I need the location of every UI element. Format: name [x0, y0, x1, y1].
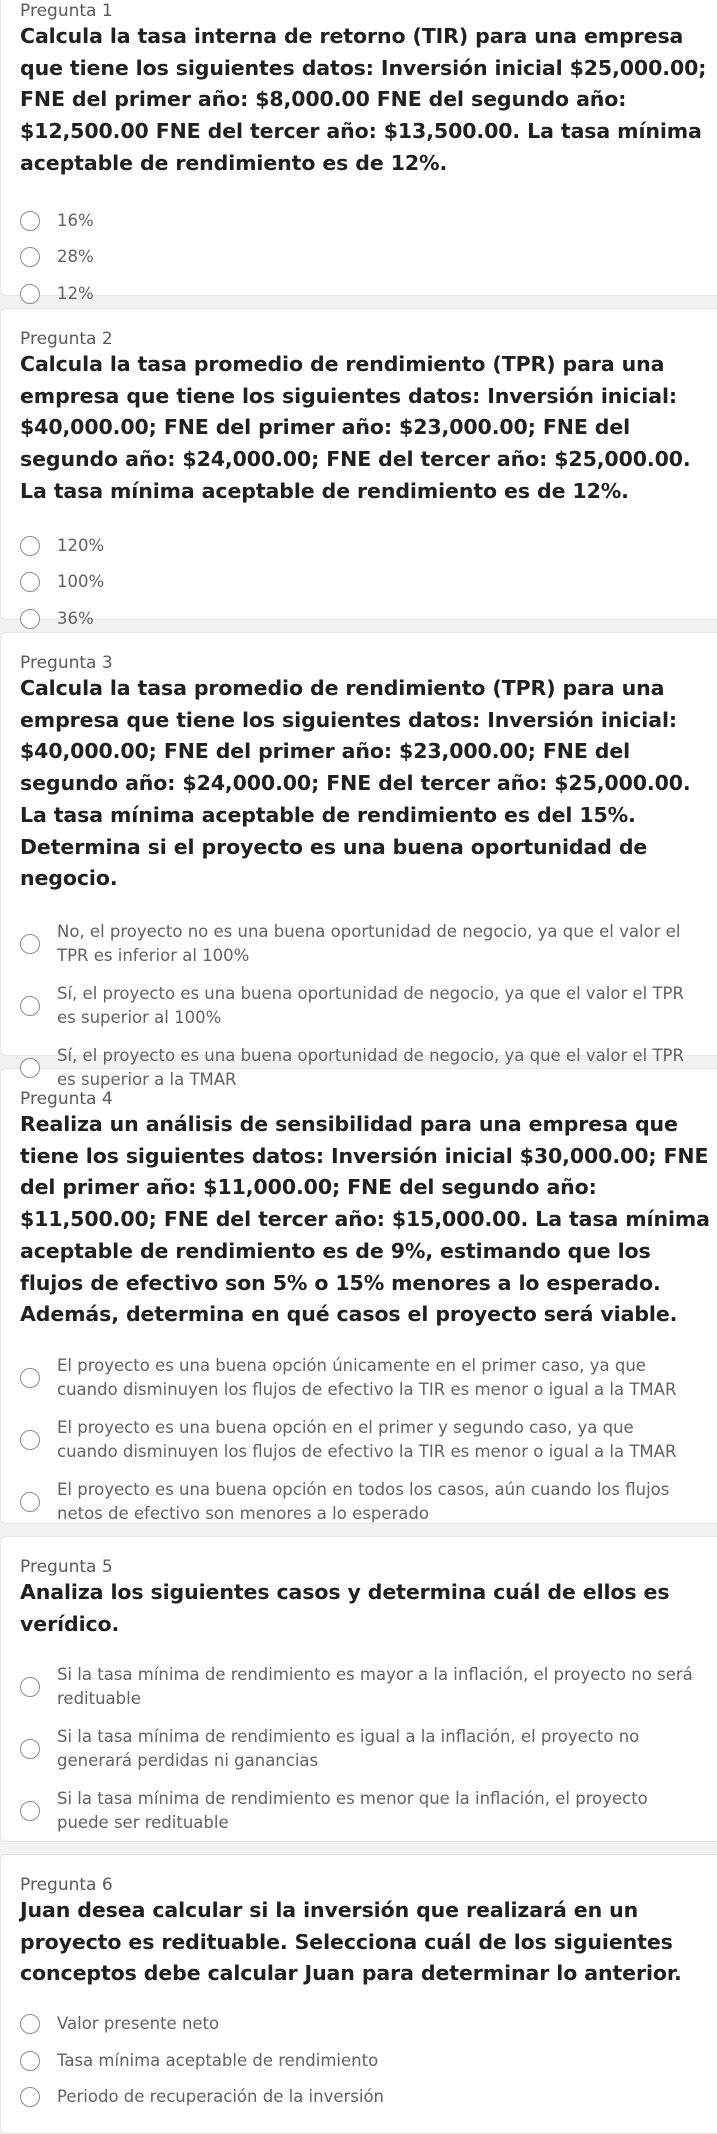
answer-option[interactable]: [20, 1037, 717, 1099]
answer-option[interactable]: [20, 2079, 717, 2116]
answer-option[interactable]: [20, 2006, 717, 2043]
answer-option-label: Sí, el proyecto es una buena oportunidad de negocio, ya que el valor el TPR es superior a la TMAR: [57, 1045, 684, 1089]
question-label: Pregunta 4: [20, 1089, 113, 1109]
radio-button[interactable]: [20, 1058, 40, 1078]
answer-option-label: El proyecto es una buena opción únicamente en el primer caso, ya que cuando disminuyen los flujos de efectivo la TIR es menor o igual a la TMAR: [57, 1355, 677, 1399]
question-card-1: [0, 0, 717, 303]
answer-option[interactable]: [20, 276, 717, 313]
answer-option[interactable]: [20, 1471, 717, 1533]
answer-option[interactable]: [20, 1409, 717, 1471]
answer-option[interactable]: [20, 239, 717, 276]
answer-option-label: 36%: [57, 608, 94, 628]
question-label: Pregunta 5: [20, 1557, 113, 1577]
answer-option[interactable]: [20, 1718, 717, 1780]
question-card-3: [0, 632, 717, 1089]
answer-option-label: 16%: [57, 210, 94, 230]
answer-options: [20, 1656, 717, 1842]
question-card-6: [0, 1854, 717, 2134]
question-label: Pregunta 1: [20, 1, 113, 21]
radio-button[interactable]: [20, 1739, 40, 1759]
question-text: Calcula la tasa interna de retorno (TIR) para una empresa que tiene los siguientes datos: Inversión inicial $25,000.00; FNE del primer año: $8,000.00 FNE del segundo año: $12,500.00 FNE del tercer año: $13,500.00. La tasa mínima aceptable de rendimiento es de 12%.: [20, 24, 707, 175]
answer-option[interactable]: [20, 528, 717, 565]
answer-options: [20, 528, 717, 638]
question-label: Pregunta 3: [20, 653, 113, 673]
answer-option[interactable]: [20, 975, 717, 1037]
answer-option[interactable]: [20, 2043, 717, 2080]
radio-button[interactable]: [20, 996, 40, 1016]
answer-option-label: Si la tasa mínima de rendimiento es igual a la inflación, el proyecto no generará perdidas ni ganancias: [57, 1727, 640, 1771]
radio-button[interactable]: [20, 2014, 40, 2034]
answer-option[interactable]: [20, 203, 717, 240]
question-card-4: [0, 1068, 717, 1524]
answer-options: [20, 2006, 717, 2116]
answer-option-label: 12%: [57, 283, 94, 303]
radio-button[interactable]: [20, 1430, 40, 1450]
answer-option[interactable]: [20, 564, 717, 601]
answer-option-label: No, el proyecto no es una buena oportunidad de negocio, ya que el valor el TPR es inferior al 100%: [57, 921, 681, 965]
answer-option[interactable]: [20, 1347, 717, 1409]
answer-option-label: 28%: [57, 247, 94, 267]
answer-options: [20, 1347, 717, 1533]
radio-button[interactable]: [20, 247, 40, 267]
answer-option-label: Tasa mínima aceptable de rendimiento: [57, 2050, 379, 2070]
question-text: Calcula la tasa promedio de rendimiento (TPR) para una empresa que tiene los siguientes datos: Inversión inicial: $40,000.00; FNE del primer año: $23,000.00; FNE del segundo año: $24,000.00; FNE del tercer año: $25,000.00. La tasa mínima aceptable de rendimiento es de 12%.: [20, 352, 691, 503]
answer-option-label: Si la tasa mínima de rendimiento es menor que la inflación, el proyecto puede ser redituable: [57, 1789, 648, 1833]
radio-button[interactable]: [20, 1677, 40, 1697]
radio-button[interactable]: [20, 2051, 40, 2071]
answer-option-label: Periodo de recuperación de la inversión: [57, 2087, 385, 2107]
answer-options: [20, 203, 717, 313]
radio-button[interactable]: [20, 1368, 40, 1388]
answer-option-label: 120%: [57, 535, 105, 555]
question-text: Realiza un análisis de sensibilidad para una empresa que tiene los siguientes datos: Inversión inicial $30,000.00; FNE del primer año: $11,000.00; FNE del segundo año: $11,500.00; FNE del tercer año: $15,000.00. La tasa mínima aceptable de rendimiento es de 9%, estimando que los flujos de efectivo son 5% o 15% menores a lo esperado. Además, determina en qué casos el proyecto será viable.: [20, 1112, 710, 1327]
question-card-5: [0, 1536, 717, 1842]
answer-option-label: Valor presente neto: [57, 2014, 220, 2034]
answer-option-label: Sí, el proyecto es una buena oportunidad de negocio, ya que el valor el TPR es superior al 100%: [57, 983, 684, 1027]
question-label: Pregunta 2: [20, 329, 113, 349]
answer-option-label: El proyecto es una buena opción en todos los casos, aún cuando los flujos netos de efectivo son menores a lo esperado: [57, 1479, 670, 1523]
answer-option[interactable]: [20, 1656, 717, 1718]
question-text: Calcula la tasa promedio de rendimiento (TPR) para una empresa que tiene los siguientes datos: Inversión inicial: $40,000.00; FNE del primer año: $23,000.00; FNE del segundo año: $24,000.00; FNE del tercer año: $25,000.00. La tasa mínima aceptable de rendimiento es del 15%. Determina si el proyecto es una buena oportunidad de negocio.: [20, 676, 691, 891]
radio-button[interactable]: [20, 284, 40, 304]
radio-button[interactable]: [20, 536, 40, 556]
answer-option-label: El proyecto es una buena opción en el primer y segundo caso, ya que cuando disminuyen los flujos de efectivo la TIR es menor o igual a la TMAR: [57, 1417, 677, 1461]
radio-button[interactable]: [20, 1801, 40, 1821]
answer-option-label: 100%: [57, 572, 105, 592]
radio-button[interactable]: [20, 1492, 40, 1512]
radio-button[interactable]: [20, 211, 40, 231]
question-text: Juan desea calcular si la inversión que realizará en un proyecto es redituable. Selecciona cuál de los siguientes conceptos debe calcular Juan para determinar lo anterior.: [20, 1898, 682, 1986]
radio-button[interactable]: [20, 934, 40, 954]
question-text: Analiza los siguientes casos y determina cuál de ellos es verídico.: [20, 1580, 670, 1636]
question-label: Pregunta 6: [20, 1875, 113, 1895]
answer-option[interactable]: [20, 913, 717, 975]
answer-options: [20, 913, 717, 1099]
radio-button[interactable]: [20, 572, 40, 592]
radio-button[interactable]: [20, 609, 40, 629]
answer-option[interactable]: [20, 1780, 717, 1842]
radio-button[interactable]: [20, 2087, 40, 2107]
question-card-2: [0, 308, 717, 628]
answer-option-label: Si la tasa mínima de rendimiento es mayor a la inflación, el proyecto no será redituable: [57, 1665, 693, 1709]
